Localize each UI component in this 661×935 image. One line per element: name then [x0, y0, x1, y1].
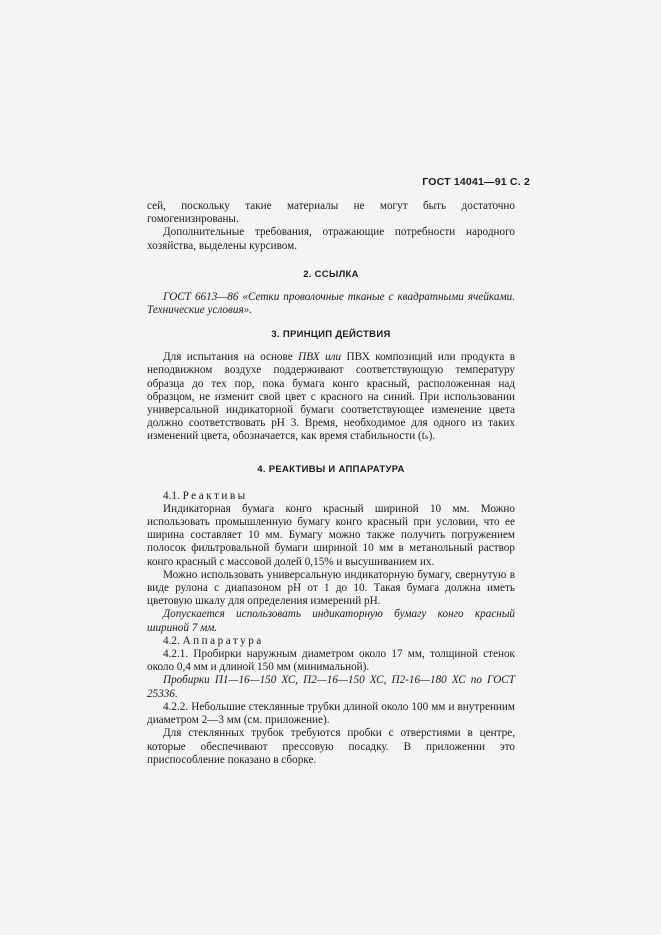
page-header-standard: ГОСТ 14041—91 С. 2	[422, 176, 530, 188]
reagents-paragraph-2: Можно использовать универсальную индикаторную бумагу, свернутую в виде рулона с диапазоном pH от 1 до 10. Такая бумага должна иметь цветовую шкалу для определения измерений pH.	[147, 568, 515, 608]
section-2-title: 2. ССЫЛКА	[303, 268, 359, 280]
section-4-title: 4. РЕАКТИВЫ И АППАРАТУРА	[257, 463, 405, 475]
subsection-4-2-heading	[147, 635, 515, 648]
subsection-4-2-title: Аппаратура	[182, 634, 264, 647]
clause-4-2-2-stoppers: Для стеклянных трубок требуются пробки с отверстиями в центре, которые обеспечивают прессовую посадку. В приложении это приспособление показано в сборке.	[147, 727, 515, 766]
reagents-paragraph-italic: Допускается использовать индикаторную бумагу конго красный шириной 7 мм.	[147, 608, 515, 634]
intro-paragraph-2: Дополнительные требования, отражающие потребности народного хозяйства, выделены курсивом.	[147, 226, 515, 252]
reagents-paragraph-1: Индикаторная бумага конго красный шириной 10 мм. Можно использовать промышленную бумагу конго красный при условии, что ее ширина составляет 10 мм. Бумагу можно также получить погружением полосок фильтровальной бумаги шириной 10 мм в метанольный раствор конго красный с массовой долей 0,15% и высушиванием их.	[147, 502, 515, 568]
intro-paragraph-1: сей, поскольку такие материалы не могут быть достаточно гомогенизированы.	[147, 200, 515, 226]
subsection-4-2-number: 4.2.	[163, 634, 180, 647]
clause-4-2-1: 4.2.1. Пробирки наружным диаметром около 17 мм, толщиной стенок около 0,4 мм и длиной 150 мм (минимальной).	[147, 648, 515, 674]
section-3-paragraph	[147, 351, 515, 443]
section-3-title: 3. ПРИНЦИП ДЕЙСТВИЯ	[271, 329, 391, 341]
subsection-4-1-heading	[147, 490, 515, 503]
section-2-reference: ГОСТ 6613—86 «Сетки проволочные тканые с квадратными ячейками. Технические условия».	[147, 290, 515, 317]
subsection-4-1-number: 4.1.	[163, 489, 180, 502]
subsection-4-1-title: Реактивы	[182, 489, 248, 502]
section-3-text-c: ПВХ композиций или продукта в неподвижном воздухе поддерживают соответствующую температуру образца до тех пор, пока бумага конго красный, расположенная над образцом, не изменит свой цвет с красного на синий. При использовании универсальной индикаторной бумаги соответствующее изменение цвета должно соответствовать pH 3. Время, необходимое для одного из таких изменений цвета, обозначается, как время стабильности (tₛ).	[147, 351, 515, 443]
document-body	[147, 200, 515, 767]
clause-4-2-1-italic: Пробирки П1—16—150 ХС, П2—16—150 ХС, П2-16—180 ХС по ГОСТ 25336.	[147, 674, 515, 700]
section-3-text-italic: ПВХ или	[298, 351, 342, 364]
section-3-text-a: Для испытания на основе	[163, 351, 299, 364]
clause-4-2-2: 4.2.2. Небольшие стеклянные трубки длиной около 100 мм и внутренним диаметром 2—3 мм (см. приложение).	[147, 700, 515, 727]
